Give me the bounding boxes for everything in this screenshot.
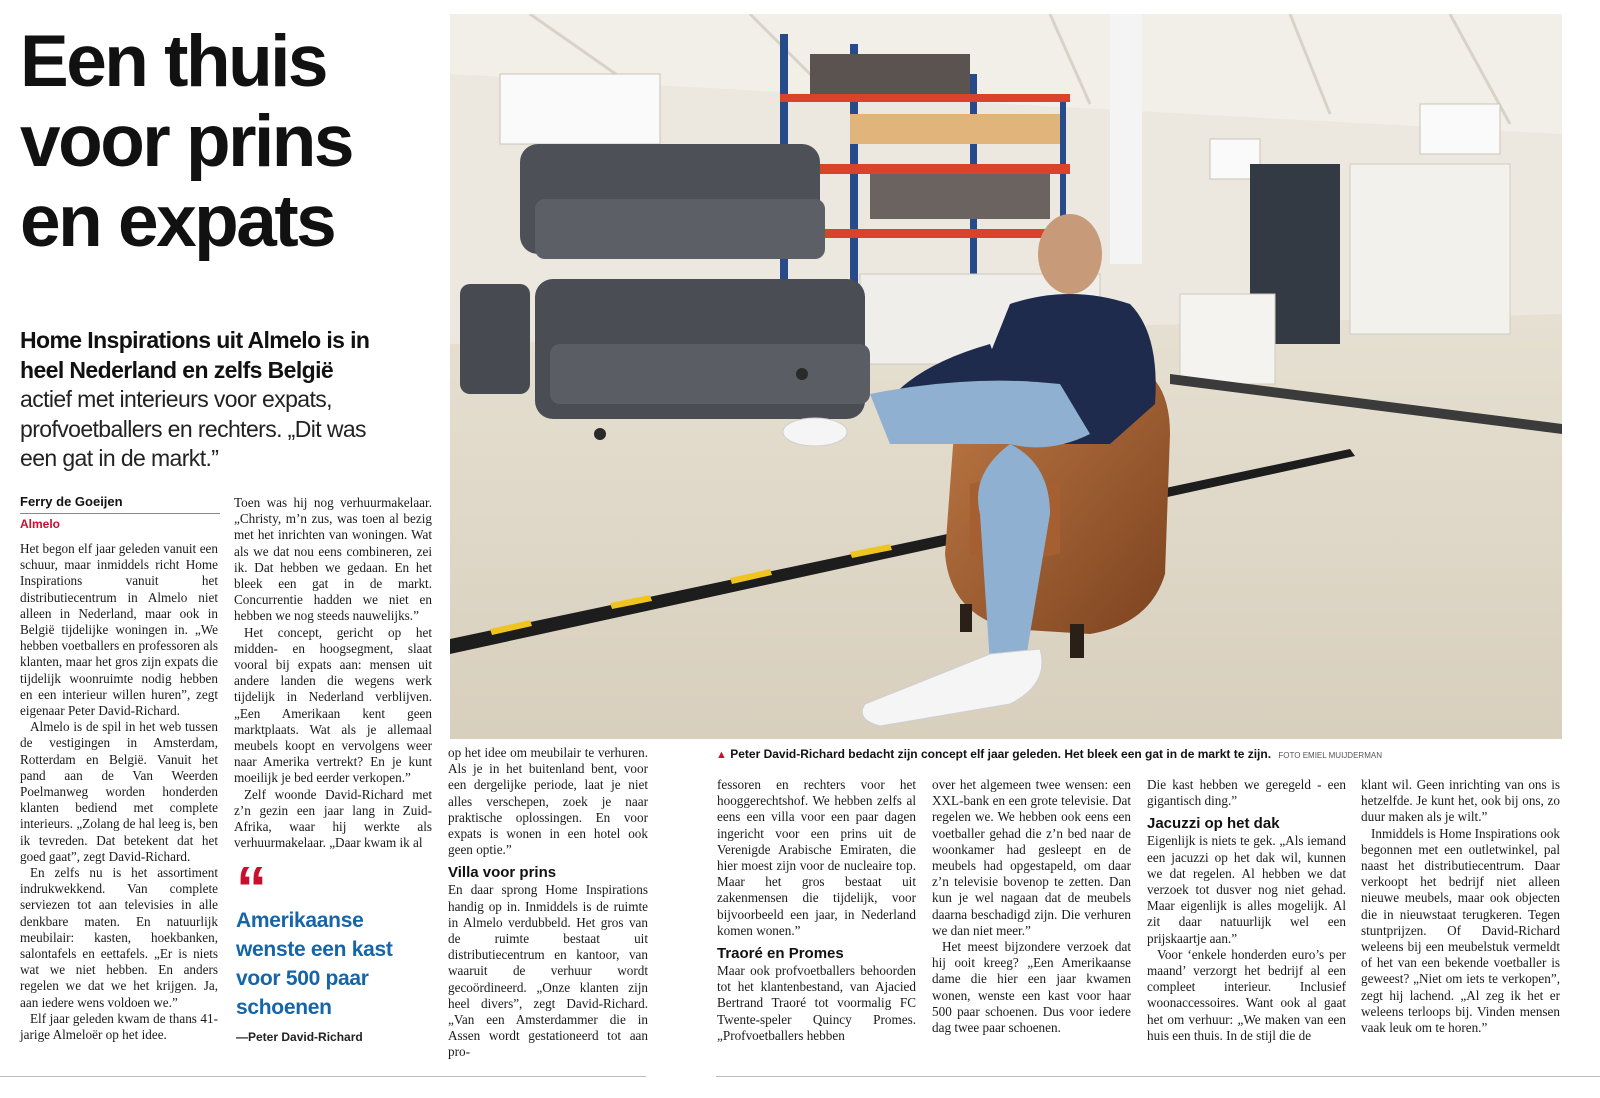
intro-lead (20, 326, 440, 474)
pull-quote (236, 855, 436, 1044)
paragraph: klant wil. Geen inrichting van ons is hetzelfde. Je kunt het, ook bij ons, zo duur maken als je wilt.” (1361, 777, 1560, 825)
paragraph: Die kast hebben we geregeld - een gigantisch ding.” (1147, 777, 1346, 809)
page-bottom-rule (0, 1076, 646, 1077)
article-column-2 (234, 495, 432, 851)
byline (20, 494, 220, 531)
paragraph: En zelfs nu is het assortiment indrukwekkend. Van complete serviezen tot aan televisies in alle denkbare maten. En natuurlijk meubilair: kasten, hoekbanken, salontafels en eettafels. „Er is niets wat we niet hebben. En anders regelen we dat we het krijgen. Ja, aan iedere wens voldoen we.” (20, 865, 218, 1010)
paragraph: Toen was hij nog verhuurmakelaar. „Christy, m’n zus, was toen al bezig met het inrichten van woningen. Wat als we dat nou eens combineren, zei ik. Dat hebben we gedaan. En het bleek een gat in de markt. Concurrentie hadden we niet en hebben we nog steeds nauwelijks.” (234, 495, 432, 624)
paragraph: Eigenlijk is niets te gek. „Als iemand een jacuzzi op het dak wil, kunnen we dat regelen. Al hebben we dat verzoek tot dusver nog niet gehad. Maar eigenlijk is alles mogelijk. Al zit daar natuurlijk wel een prijskaartje aan.” (1147, 833, 1346, 946)
paragraph: Het begon elf jaar geleden vanuit een schuur, maar inmiddels richt Home Inspirations vanuit het distributiecentrum in Almelo niet alleen in Nederland, maar ook in België tijdelijke woningen in. „We hebben voetballers en professoren als klanten, maar het gros zijn expats die tijdelijk woonruimte nodig hebben en een interieur willen huren”, zegt eigenaar Peter David-Richard. (20, 541, 218, 719)
paragraph: op het idee om meubilair te verhuren. Als je in het buitenland bent, voor een dergelijke periode, laat je niet alles verschepen, zoek je naar praktische oplossingen. En voor expats is wonen in een hotel ook geen optie.” (448, 745, 648, 858)
paragraph: Voor ‘enkele honderden euro’s per maand’ verzorgt het bedrijf al een compleet interieur. Inclusief woonaccessoires. Want ook al gaat het om verhuur: „We maken van een huis een thuis. In de stijl die de (1147, 946, 1346, 1043)
page-bottom-rule (716, 1076, 1600, 1077)
paragraph: Almelo is de spil in het web tussen de vestigingen in Amsterdam, Rotterdam en België. Vanuit het pand aan de Van Weerden Poelmanweg worden honderden klanten bediend met complete interieurs. „Zolang de hal leeg is, ben ik tevreden. Dat betekent dat het goed gaat”, zegt David-Richard. (20, 719, 218, 864)
pull-quote-text: Amerikaanse wenste een kast voor 500 paar schoenen (236, 909, 393, 1019)
intro-bold-line: heel Nederland en zelfs België (20, 356, 334, 383)
article-column-5 (932, 777, 1131, 1036)
dateline-place: Almelo (20, 517, 61, 531)
paragraph: Elf jaar geleden kwam de thans 41-jarige Almeloër op het idee. (20, 1010, 218, 1043)
intro-line: actief met interieurs voor expats, (20, 386, 332, 412)
article-photo (450, 14, 1562, 739)
intro-bold-line: Home Inspirations uit Almelo is in (20, 327, 370, 353)
photo-caption (716, 747, 1560, 761)
article-column-3 (448, 745, 648, 1061)
intro-line: een gat in de markt.” (20, 445, 219, 471)
headline-line: Een thuis (20, 21, 327, 102)
article-column-6 (1147, 777, 1346, 1044)
article-column-1 (20, 541, 218, 1043)
paragraph: Inmiddels is Home Inspirations ook begonnen met een outletwinkel, pal naast het distributiecentrum. Daar verkoopt het bedrijf niet alleen nieuwe meubels, maar ook objecten die in nieuwstaat terugkeren. Tegen stuntprijzen. Of David-Richard weleens bij een meubelstuk vermeldt of het van een bekende voetballer is geweest? „Niet om iets te verkopen”, zegt hij lachend. „Al zeg ik het er weleens terloops bij. Vinden mensen vaak leuk om te horen.” (1361, 825, 1561, 1036)
warehouse-photo-illustration (450, 14, 1562, 739)
subheading: Jacuzzi op het dak (1147, 815, 1280, 833)
headline (20, 22, 440, 262)
headline-line: voor prins (20, 101, 352, 182)
quote-mark-icon: “ (236, 855, 267, 924)
paragraph: Zelf woonde David-Richard met z’n gezin een jaar lang in Zuid-Afrika, waar hij werkte als verhuurmakelaar. „Daar kwam ik al (234, 786, 432, 851)
photo-credit: FOTO EMIEL MUIJDERMAN (1278, 751, 1382, 760)
paragraph: Maar ook profvoetballers behoorden tot het klantenbestand, van Ajacied Bertrand Traoré tot voormalig FC Twente-speler Quincy Promes. „Profvoetballers hebben (717, 963, 916, 1043)
subheading: Villa voor prins (448, 864, 557, 882)
paragraph: over het algemeen twee wensen: een XXL-bank en een grote televisie. Dat regelen we. We hebben ook eens een voetballer gehad die z’n bed naar de woonkamer had gesleept en de meubels had opgestapeld, om daar z’n televisie bovenop te zetten. Dan kun je wel nagaan dat de meubels daarna beschadigd zijn. Die verhuren we dan niet meer.” (932, 777, 1131, 938)
paragraph: Het concept, gericht op het midden- en hoogsegment, slaat vooral bij expats aan: mensen uit andere landen die wegens werk tijdelijk in Nederland verblijven. „Een Amerikaan kent geen marktplaats. Wat als je allemaal meubels koopt en vervolgens weer naar Amerika vertrekt? En je kunt moeilijk je bed eerder verkopen.” (234, 624, 432, 786)
paragraph: En daar sprong Home Inspirations handig op in. Inmiddels is de ruimte in Almelo verdubbeld. Het gros van de ruimte bestaat uit distributiecentrum en kantoor, van waaruit de verhuur wordt gecoördineerd. „Onze klanten zijn heel divers”, zegt David-Richard. „Van een Amsterdammer die in Assen wordt gestationeerd tot aan pro- (448, 882, 648, 1060)
article-column-7 (1361, 777, 1560, 1036)
intro-line: profvoetballers en rechters. „Dit was (20, 415, 366, 442)
paragraph: Het meest bijzondere verzoek dat hij ooit kreeg? „Een Amerikaanse dame die hier een jaar kwamen wonen, wenste een kast voor haar 500 paar schoenen. Dus voor iedere dag twee paar schoenen. (932, 939, 1131, 1036)
headline-line: en expats (20, 181, 335, 262)
subheading: Traoré en Promes (717, 945, 844, 963)
author-name: Ferry de Goeijen (20, 494, 220, 514)
paragraph: fessoren en rechters voor het hooggerechtshof. We hebben zelfs al eens een villa voor een paar dagen ingericht voor een prins uit de Verenigde Arabische Emiraten, die hier moest zijn voor de nucleaire top. Maar het gros bestaat uit zakenmensen die tijdelijk, voor bijvoorbeeld een jaar, in Nederland komen wonen.” (717, 777, 916, 938)
caption-triangle-icon: ▲ (716, 749, 727, 761)
caption-text: Peter David-Richard bedacht zijn concept elf jaar geleden. Het bleek een gat in de markt te zijn. (730, 747, 1272, 761)
pull-quote-attribution: —Peter David-Richard (236, 1030, 363, 1044)
article-column-4 (717, 777, 916, 1044)
